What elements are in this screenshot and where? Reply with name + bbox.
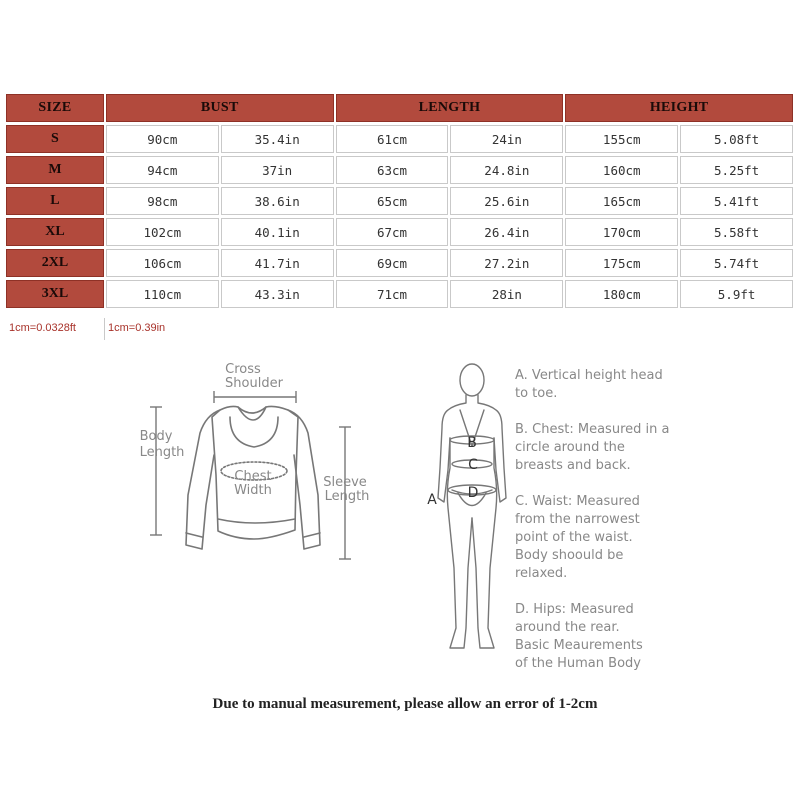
height-ft-cell: 5.74ft	[680, 249, 793, 277]
length-in-cell: 24in	[450, 125, 563, 153]
bust-in-cell: 37in	[221, 156, 334, 184]
body-diagram	[420, 358, 520, 658]
in-conversion-note: 1cm=0.39in	[108, 322, 166, 334]
cross-shoulder-label-2: Shoulder	[225, 376, 283, 391]
table-row	[6, 125, 793, 153]
length-in-cell: 28in	[450, 280, 563, 308]
garment-diagram	[130, 355, 380, 570]
length-cm-cell: 61cm	[336, 125, 449, 153]
length-in-cell: 24.8in	[450, 156, 563, 184]
bust-in-cell: 43.3in	[221, 280, 334, 308]
length-in-cell: 25.6in	[450, 187, 563, 215]
table-row	[6, 249, 793, 277]
height-ft-cell: 5.25ft	[680, 156, 793, 184]
cross-shoulder-label-1: Cross	[225, 362, 261, 377]
legend-item-c	[515, 493, 685, 583]
header-length: LENGTH	[336, 94, 564, 122]
legend-item-b	[515, 421, 685, 475]
legend-b-line2: circle around the	[515, 440, 625, 455]
size-cell: L	[6, 187, 104, 215]
bust-cm-cell: 110cm	[106, 280, 219, 308]
legend-c-line2: from the narrowest	[515, 512, 640, 527]
length-cm-cell: 67cm	[336, 218, 449, 246]
table-row	[6, 187, 793, 215]
height-cm-cell: 170cm	[565, 218, 678, 246]
legend-item-d	[515, 601, 685, 673]
label-b: B	[467, 435, 477, 451]
length-cm-cell: 63cm	[336, 156, 449, 184]
bust-cm-cell: 106cm	[106, 249, 219, 277]
bust-in-cell: 40.1in	[221, 218, 334, 246]
measurement-disclaimer: Due to manual measurement, please allow an error of 1-2cm	[212, 696, 598, 712]
bust-in-cell: 38.6in	[221, 187, 334, 215]
label-c: C	[468, 457, 478, 473]
legend-c-line1: C. Waist: Measured	[515, 494, 640, 509]
legend-d-line3: Basic Meaurements	[515, 638, 643, 653]
legend-d-line4: of the Human Body	[515, 656, 641, 671]
legend-c-line3: point of the waist.	[515, 530, 633, 545]
bust-cm-cell: 90cm	[106, 125, 219, 153]
legend-b-line1: B. Chest: Measured in a	[515, 422, 670, 437]
legend-c-line5: relaxed.	[515, 566, 568, 581]
chest-width-label-1: Chest	[234, 469, 272, 484]
header-height: HEIGHT	[565, 94, 793, 122]
height-cm-cell: 175cm	[565, 249, 678, 277]
length-cm-cell: 71cm	[336, 280, 449, 308]
size-cell: 3XL	[6, 280, 104, 308]
height-ft-cell: 5.08ft	[680, 125, 793, 153]
height-cm-cell: 160cm	[565, 156, 678, 184]
table-row	[6, 280, 793, 308]
height-cm-cell: 165cm	[565, 187, 678, 215]
height-ft-cell: 5.58ft	[680, 218, 793, 246]
chest-width-label-2: Width	[234, 483, 272, 498]
legend-c-line4: Body shoould be	[515, 548, 624, 563]
ft-conversion-note: 1cm=0.0328ft	[9, 322, 76, 334]
legend-d-line1: D. Hips: Measured	[515, 602, 634, 617]
height-ft-cell: 5.9ft	[680, 280, 793, 308]
height-cm-cell: 155cm	[565, 125, 678, 153]
size-chart-table	[6, 94, 793, 311]
size-cell: S	[6, 125, 104, 153]
legend-item-a	[515, 367, 685, 403]
table-row	[6, 156, 793, 184]
legend-d-line2: around the rear.	[515, 620, 620, 635]
bust-cm-cell: 102cm	[106, 218, 219, 246]
bust-in-cell: 41.7in	[221, 249, 334, 277]
legend-a-line2: to toe.	[515, 386, 558, 401]
height-cm-cell: 180cm	[565, 280, 678, 308]
legend-b-line3: breasts and back.	[515, 458, 631, 473]
bust-cm-cell: 98cm	[106, 187, 219, 215]
length-in-cell: 27.2in	[450, 249, 563, 277]
length-cm-cell: 65cm	[336, 187, 449, 215]
conversion-notes	[0, 318, 800, 340]
human-figure-icon	[432, 364, 506, 648]
size-cell: M	[6, 156, 104, 184]
label-d: D	[467, 485, 479, 501]
sleeve-length-label-2: Length	[324, 489, 370, 504]
body-length-label-1: Body	[139, 429, 173, 444]
height-ft-cell: 5.41ft	[680, 187, 793, 215]
table-body	[6, 125, 793, 308]
table-header-row	[6, 94, 793, 122]
size-cell: 2XL	[6, 249, 104, 277]
table-row	[6, 218, 793, 246]
label-a: A	[427, 492, 437, 508]
length-cm-cell: 69cm	[336, 249, 449, 277]
measurement-legend	[515, 367, 685, 691]
length-in-cell: 26.4in	[450, 218, 563, 246]
header-size: SIZE	[6, 94, 104, 122]
body-length-label-2: Length	[139, 445, 185, 460]
bust-cm-cell: 94cm	[106, 156, 219, 184]
size-cell: XL	[6, 218, 104, 246]
header-bust: BUST	[106, 94, 334, 122]
note-divider	[104, 318, 105, 340]
sleeve-length-label-1: Sleeve	[323, 475, 367, 490]
legend-a-line1: A. Vertical height head	[515, 368, 663, 383]
bust-in-cell: 35.4in	[221, 125, 334, 153]
